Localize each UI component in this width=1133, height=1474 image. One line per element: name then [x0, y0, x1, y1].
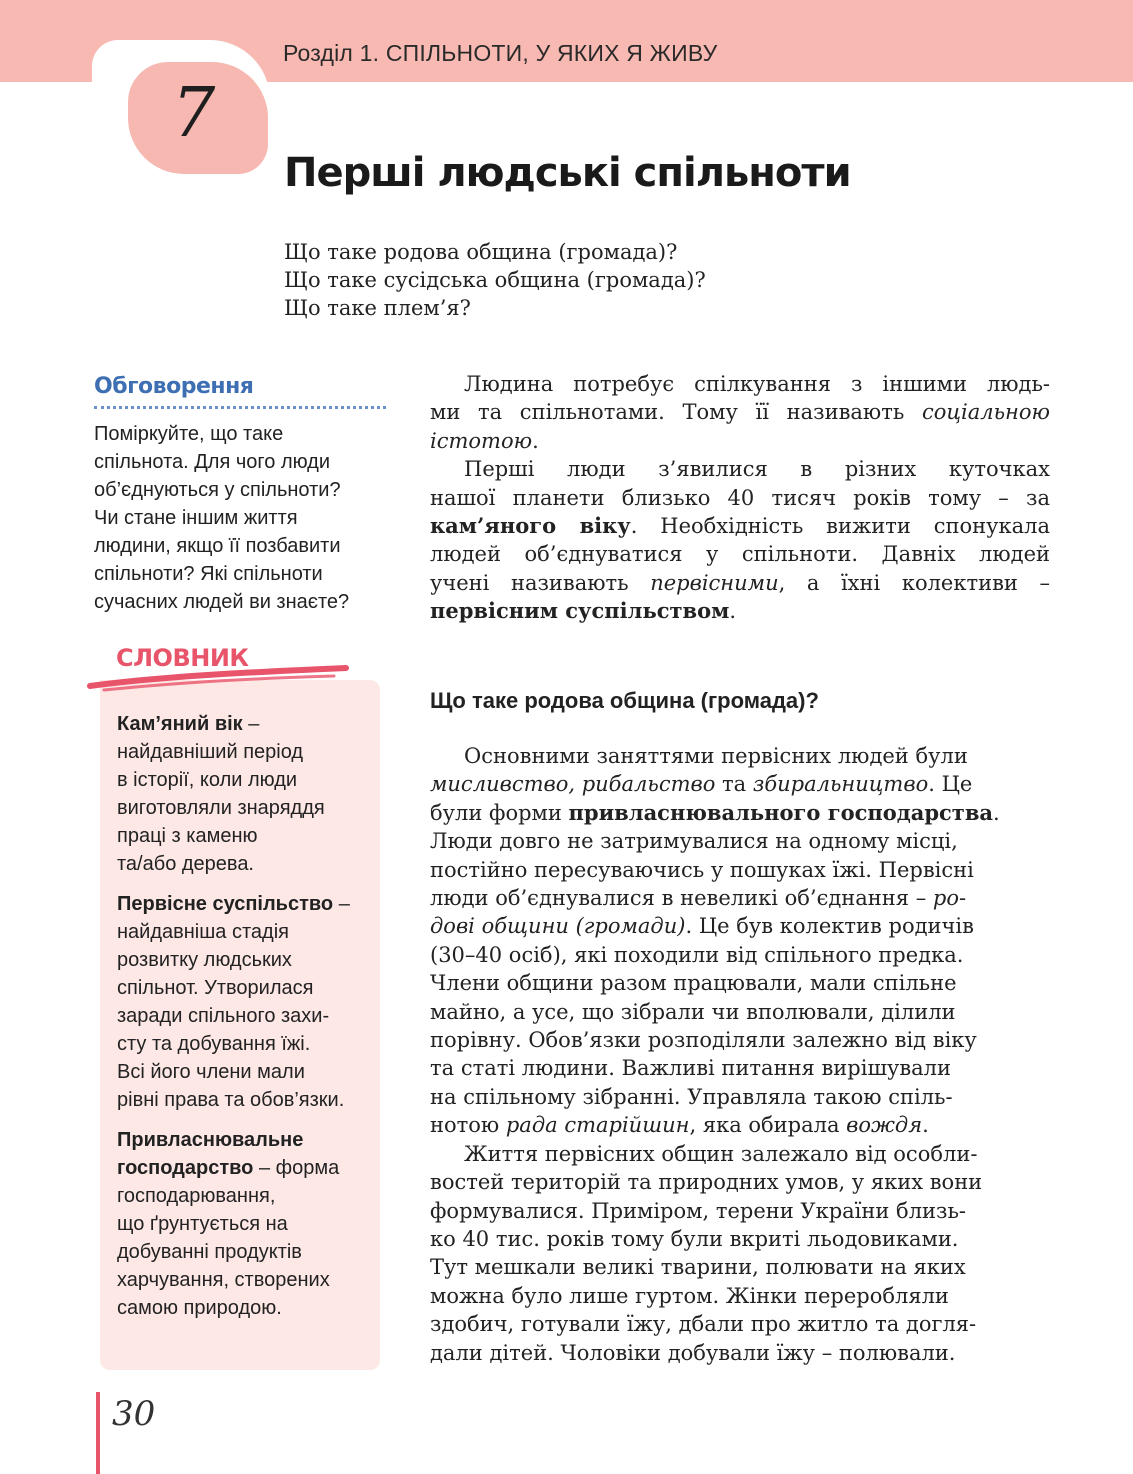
- discussion-line: спільноти? Які спільноти: [94, 563, 323, 585]
- text-line: порівну. Обов’язки розподіляли залежно від віку: [430, 1028, 977, 1053]
- text-italic: ро-: [932, 886, 967, 911]
- text-line: можна було лише гуртом. Жінки переробляли: [430, 1283, 949, 1308]
- text-italic: вождя: [846, 1113, 923, 1138]
- text-line: [430, 398, 1050, 426]
- lesson-title: Перші людські спільноти: [284, 150, 851, 196]
- text-line: [430, 770, 1050, 798]
- lesson-number-badge: [92, 40, 272, 180]
- text-line: [430, 1111, 1050, 1139]
- text-italic: мисливство, рибальство: [430, 772, 716, 797]
- glossary-dash: –: [248, 713, 260, 735]
- text-bold: первісним суспільством: [430, 598, 730, 624]
- text-line: Життя первісних общин залежало від особли-: [464, 1141, 978, 1166]
- discussion-line: людини, якщо її позбавити: [94, 535, 341, 557]
- text-run: . Це був колектив родичів: [685, 914, 974, 939]
- glossary-line: праці з каменю: [117, 825, 258, 847]
- text-line: постійно пересуваючись у пошуках їжі. Первісні: [430, 857, 974, 882]
- text-italic: соціальною: [921, 400, 1050, 425]
- text-line: майно, а усе, що зібрали чи вполювали, ділили: [430, 999, 956, 1024]
- glossary-term: Первісне суспільство: [117, 893, 334, 915]
- lesson-number: 7: [172, 74, 216, 153]
- glossary-term: Кам’яний вік: [117, 713, 243, 735]
- glossary-line: харчування, створених: [117, 1269, 330, 1291]
- glossary-line: найдавніший період: [117, 741, 304, 763]
- glossary-line: виготовляли знаряддя: [117, 797, 325, 819]
- glossary-line: рівні права та обов’язки.: [117, 1089, 345, 1111]
- glossary-line: спільнот. Утворилася: [117, 977, 314, 999]
- text-line: формувалися. Приміром, терени України близь-: [430, 1198, 967, 1223]
- discussion-text: [94, 420, 394, 616]
- glossary-line: розвитку людських: [117, 949, 292, 971]
- page-number-rule: [96, 1392, 100, 1474]
- text-line: нашої планети близько 40 тисяч років тому – за: [430, 485, 1050, 510]
- text-run: . Необхідність вижити спонукала: [630, 514, 1050, 539]
- discussion-line: Поміркуйте, що таке: [94, 423, 284, 445]
- text-line: [430, 597, 1050, 625]
- glossary-heading: СЛОВНИК: [116, 644, 249, 672]
- text-run: .: [729, 599, 737, 624]
- glossary-line: добуванні продуктів: [117, 1241, 302, 1263]
- question-1: Що таке родова община (громада)?: [284, 240, 678, 264]
- text-run: .: [993, 800, 1000, 825]
- question-3: Що таке плем’я?: [284, 296, 471, 320]
- glossary-term: Привласнювальне: [117, 1129, 304, 1151]
- text-line: Люди довго не затримувалися на одному місці,: [430, 829, 958, 854]
- text-line: [430, 569, 1050, 597]
- text-line: ко 40 тис. років тому були вкриті льодовиками.: [430, 1226, 959, 1251]
- text-line: людей об’єднуватися у спільноти. Давніх людей: [430, 542, 1050, 567]
- intro-text: [430, 370, 1050, 626]
- glossary-line: сту та добування їжі.: [117, 1033, 311, 1055]
- text-line: та статі людини. Важливі питання вирішували: [430, 1056, 952, 1081]
- glossary-line: господарювання,: [117, 1185, 276, 1207]
- text-line: Тут мешкали великі тварини, полювати на яких: [430, 1255, 966, 1280]
- glossary-entry: [117, 1126, 382, 1322]
- glossary-line: що ґрунтується на: [117, 1213, 288, 1235]
- question-2: Що таке сусідська община (громада)?: [284, 268, 706, 292]
- text-run: .: [532, 428, 539, 453]
- text-run: та: [715, 772, 753, 797]
- discussion-heading: Обговорення: [94, 374, 254, 399]
- text-line: на спільному зібранні. Управляла такою спіль-: [430, 1084, 953, 1109]
- glossary-dash: –: [338, 893, 350, 915]
- glossary-line: Всі його члени мали: [117, 1061, 305, 1083]
- text-line: Члени общини разом працювали, мали спільне: [430, 971, 957, 996]
- text-run: , яка обирала: [689, 1113, 847, 1138]
- section-title: Розділ 1. СПІЛЬНОТИ, У ЯКИХ Я ЖИВУ: [283, 40, 718, 66]
- text-italic: рада старійшин: [505, 1113, 690, 1138]
- section-heading: Що таке родова община (громада)?: [430, 688, 819, 713]
- text-line: (30–40 осіб), які походили від спільного предка.: [430, 942, 964, 967]
- text-line: [430, 912, 1050, 940]
- text-run: .: [922, 1113, 929, 1138]
- discussion-divider: [94, 406, 386, 409]
- text-italic: збиральництво: [752, 772, 929, 797]
- section-text: [430, 742, 1050, 1367]
- glossary-line: та/або дерева.: [117, 853, 254, 875]
- text-bold: кам’яного віку: [430, 513, 631, 539]
- text-run: , а їхні колективи –: [778, 570, 1051, 595]
- text-bold: привласнювального господарства: [568, 799, 994, 825]
- text-italic: первісними: [650, 570, 779, 595]
- text-line: Основними заняттями первісних людей були: [464, 744, 968, 768]
- text-line: Перші люди з’явилися в різних куточках: [464, 457, 1050, 482]
- text-line: [430, 884, 1050, 912]
- text-line: дали дітей. Чоловіки добували їжу – полювали.: [430, 1340, 956, 1365]
- discussion-line: сучасних людей ви знаєте?: [94, 591, 350, 613]
- discussion-line: спільнота. Для чого люди: [94, 451, 331, 473]
- text-run: нотою: [430, 1113, 506, 1138]
- text-run: учені називають: [430, 570, 651, 595]
- discussion-line: об’єднуються у спільноти?: [94, 479, 341, 501]
- text-run: ми та спільнотами. Тому її називають: [430, 400, 922, 425]
- glossary-line: – форма: [258, 1157, 340, 1179]
- glossary-term: господарство: [117, 1157, 254, 1179]
- text-line: здобич, готували їжу, дбали про житло та догля-: [430, 1312, 977, 1337]
- text-line: [430, 427, 1050, 455]
- glossary-entry: [117, 890, 382, 1114]
- text-run: люди об’єднувалися в невеликі об’єднання –: [430, 886, 933, 911]
- glossary-entry: [117, 710, 382, 878]
- text-line: [430, 799, 1050, 827]
- text-italic: істотою: [430, 428, 533, 453]
- glossary-line: в історії, коли люди: [117, 769, 298, 791]
- glossary-line: найдавніша стадія: [117, 921, 289, 943]
- glossary-entries: [117, 710, 382, 1334]
- lesson-questions: [284, 238, 706, 322]
- glossary-line: заради спільного захи-: [117, 1005, 330, 1027]
- text-line: востей територій та природних умов, у яких вони: [430, 1170, 983, 1195]
- text-line: [430, 512, 1050, 540]
- page-number: 30: [112, 1394, 156, 1434]
- text-run: . Це: [928, 772, 973, 797]
- text-run: були форми: [430, 800, 569, 825]
- text-italic: дові общини (громади): [430, 914, 686, 939]
- glossary-line: самою природою.: [117, 1297, 282, 1319]
- text-line: Людина потребує спілкування з іншими людь-: [464, 372, 1050, 396]
- discussion-line: Чи стане іншим життя: [94, 507, 298, 529]
